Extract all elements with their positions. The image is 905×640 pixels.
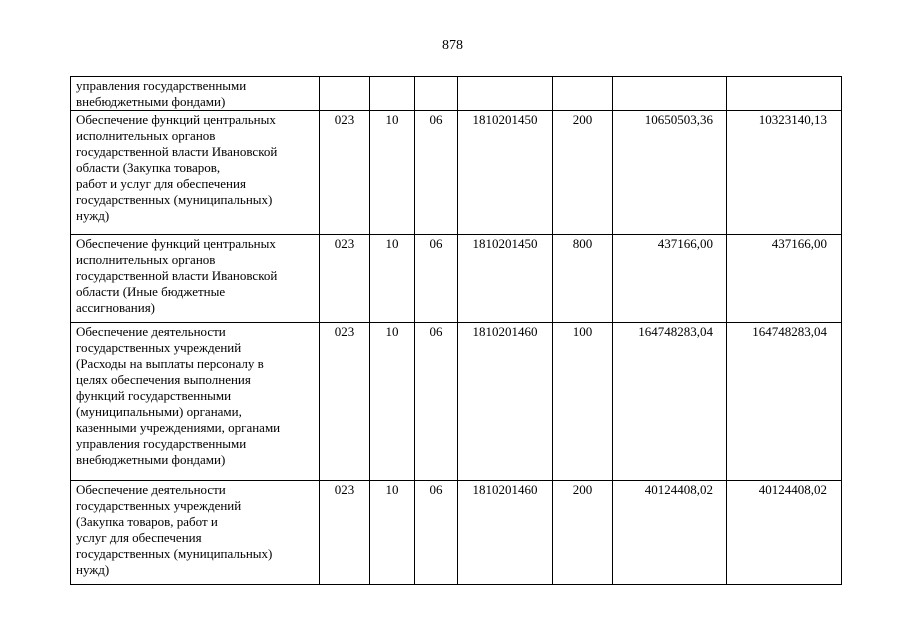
amount-year-2: 40124408,02 — [727, 481, 842, 585]
description-line: государственных (муниципальных) — [76, 546, 273, 561]
expense-type-code: 100 — [553, 323, 613, 481]
target-article-code: 1810201450 — [458, 111, 553, 235]
description-line: услуг для обеспечения — [76, 530, 202, 545]
expense-type-code: 200 — [553, 111, 613, 235]
description-line: исполнительных органов — [76, 128, 216, 143]
description-line: казенными учреждениями, органами — [76, 420, 281, 435]
target-article-code — [458, 77, 553, 111]
description-line: внебюджетными фондами) — [76, 452, 226, 467]
table-row — [71, 481, 842, 585]
budget-table — [70, 76, 842, 585]
subsection-code: 06 — [415, 235, 458, 323]
description-line: государственных (муниципальных) — [76, 192, 273, 207]
ministry-code: 023 — [320, 481, 370, 585]
amount-year-1: 164748283,04 — [613, 323, 727, 481]
ministry-code: 023 — [320, 235, 370, 323]
ministry-code: 023 — [320, 323, 370, 481]
row-description — [71, 111, 320, 235]
amount-year-2: 164748283,04 — [727, 323, 842, 481]
description-line: государственной власти Ивановской — [76, 268, 278, 283]
amount-year-1: 10650503,36 — [613, 111, 727, 235]
expense-type-code: 800 — [553, 235, 613, 323]
amount-year-2: 10323140,13 — [727, 111, 842, 235]
description-line: управления государственными — [76, 78, 247, 93]
description-line: Обеспечение деятельности — [76, 324, 226, 339]
description-line: (Закупка товаров, работ и — [76, 514, 218, 529]
description-line: (Расходы на выплаты персоналу в — [76, 356, 264, 371]
ministry-code — [320, 77, 370, 111]
row-description — [71, 323, 320, 481]
subsection-code — [415, 77, 458, 111]
expense-type-code — [553, 77, 613, 111]
table-row — [71, 235, 842, 323]
section-code: 10 — [370, 111, 415, 235]
subsection-code: 06 — [415, 481, 458, 585]
description-line: Обеспечение деятельности — [76, 482, 226, 497]
description-line: функций государственными — [76, 388, 232, 403]
description-line: ассигнования) — [76, 300, 156, 315]
amount-year-1: 40124408,02 — [613, 481, 727, 585]
section-code: 10 — [370, 481, 415, 585]
subsection-code: 06 — [415, 323, 458, 481]
target-article-code: 1810201460 — [458, 323, 553, 481]
description-line: области (Закупка товаров, — [76, 160, 221, 175]
description-line: Обеспечение функций центральных — [76, 112, 276, 127]
description-line: Обеспечение функций центральных — [76, 236, 276, 251]
description-line: государственных учреждений — [76, 498, 242, 513]
target-article-code: 1810201450 — [458, 235, 553, 323]
expense-type-code: 200 — [553, 481, 613, 585]
description-line: государственной власти Ивановской — [76, 144, 278, 159]
table-row — [71, 323, 842, 481]
description-line: целях обеспечения выполнения — [76, 372, 251, 387]
row-description — [71, 481, 320, 585]
table-row — [71, 77, 842, 111]
row-description — [71, 77, 320, 111]
description-line: (муниципальными) органами, — [76, 404, 242, 419]
amount-year-2 — [727, 77, 842, 111]
section-code — [370, 77, 415, 111]
description-line: исполнительных органов — [76, 252, 216, 267]
table-row — [71, 111, 842, 235]
description-line: работ и услуг для обеспечения — [76, 176, 246, 191]
description-line: нужд) — [76, 562, 110, 577]
target-article-code: 1810201460 — [458, 481, 553, 585]
page-number: 878 — [442, 38, 463, 53]
description-line: управления государственными — [76, 436, 247, 451]
amount-year-2: 437166,00 — [727, 235, 842, 323]
amount-year-1 — [613, 77, 727, 111]
section-code: 10 — [370, 235, 415, 323]
subsection-code: 06 — [415, 111, 458, 235]
description-line: государственных учреждений — [76, 340, 242, 355]
description-line: внебюджетными фондами) — [76, 94, 226, 109]
amount-year-1: 437166,00 — [613, 235, 727, 323]
description-line: области (Иные бюджетные — [76, 284, 226, 299]
row-description — [71, 235, 320, 323]
ministry-code: 023 — [320, 111, 370, 235]
description-line: нужд) — [76, 208, 110, 223]
section-code: 10 — [370, 323, 415, 481]
